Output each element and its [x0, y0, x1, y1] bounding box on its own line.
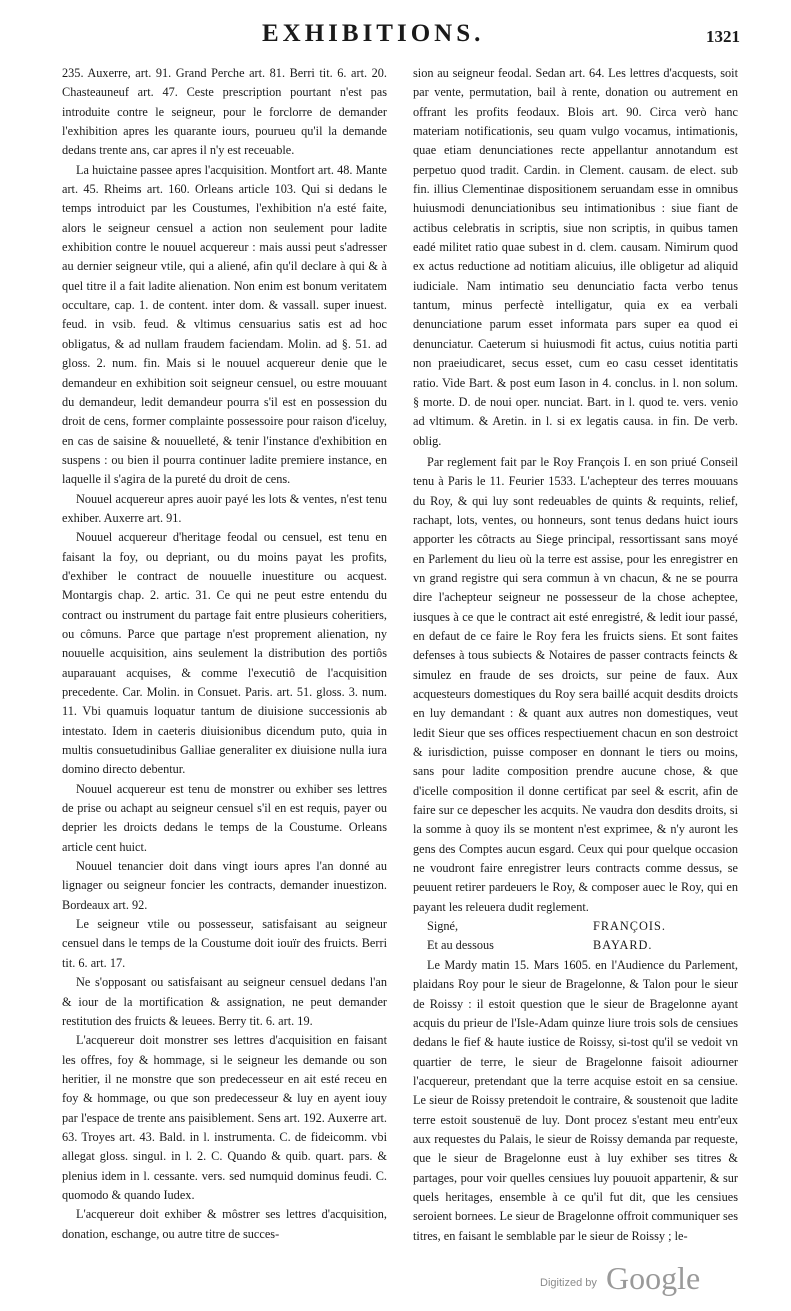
signature-line: [413, 917, 738, 936]
digitized-label: Digitized by: [540, 1277, 597, 1289]
countersignature-line: [413, 936, 738, 955]
signature-name: FRANÇOIS.: [593, 919, 666, 934]
running-head: [0, 12, 791, 56]
left-paragraph: L'acquereur doit exhiber & môstrer ses lettres d'acquisition, donation, eschange, ou autre titre de succes-: [62, 1207, 387, 1241]
left-paragraph: L'acquereur doit monstrer ses lettres d'acquisition en faisant les offres, foy & hommage, si le seigneur les demande ou son heritier, il ne monstre que son predecesseur en ait esté receu en foy & hommage, ou que son predecesseur & luy en ayent iouy par l'espace de trente ans paisiblement. Sens art. 192. Auxerre art. 63. Troyes art. 43. Bald. in l. instrumenta. C. de fideicomm. vbi allegat gloss. singul. in l. 2. C. Quando & quib. quart. pars. & plenius idem in l. cessante. vers. sed numquid dominus feudi. C. quomodo & quando Iudex.: [62, 1033, 387, 1202]
digitized-by-google-watermark: [534, 1262, 734, 1296]
left-column: [62, 64, 387, 1244]
signature-label: Signé,: [427, 919, 459, 934]
right-column: [413, 64, 738, 1246]
left-paragraph: Le seigneur vtile ou possesseur, satisfaisant au seigneur censuel dans le temps de la Coustume doit iouïr des fruicts. Berri tit. 6. art. 17.: [62, 917, 387, 970]
left-paragraph: Ne s'opposant ou satisfaisant au seigneur censuel dedans l'an & iour de la mortification & assignation, ne peut demander restitution des fruicts & leuees. Berry tit. 6. art. 19.: [62, 975, 387, 1028]
left-paragraph: 235. Auxerre, art. 91. Grand Perche art. 81. Berri tit. 6. art. 20. Chasteauneuf art. 47. Ceste prescription pourtant n'est pas introduite contre le seigneur, pour le forclorre de demander l'exhibition apres les quarante iours, pourueu qu'il la demande dedans trente ans, car apres il n'y est receuable.: [62, 66, 387, 158]
left-paragraph: Nouuel tenancier doit dans vingt iours apres l'an donné au lignager ou seigneur foncier les contracts, demander inuestizon. Bordeaux art. 92.: [62, 859, 387, 912]
royal-regulation-paragraph: Par reglement fait par le Roy François I. en son priué Conseil tenu à Paris le 11. Feurier 1533. L'achepteur des terres mouuans du Roy, & qui luy sont redeuables de quints & requints, relief, rachapt, lots, ventes, ou honneurs, sont tenus dedans huict iours apporter les côtracts au Siege principal, ressortissant sans moyé en Parlement du lieu où la terre est assise, pour les enregistrer en vn grand registre qui sera commun à vn chacun, & ne se pourra dire l'achepteur seigneur ne possesseur de la chose acheptee, iusques à ce que le contract ait esté enregistré, & ledit iour passé, en defaut de ce faire le Roy fera les fruicts siens. Et sont faites defenses à tous subiects & Notaires de passer contracts feincts & simulez en fraude de ses droicts, sur peine de faux. Aux acquesteurs domestiques du Roy sera baillé acquit desdits droicts en luy demandant : & quant aux autres non domestiques, veut ledit Sieur que ses offices respectiuement chacun en son destroict & iurisdiction, puisse composer en donnant le tiers ou moins, sans pour ladite composition prendre aucune chose, & que d'icelle composition il donne certificat par seel & escrit, afin de faire sur ce depescher les acquits. Ne vaudra don desdits droits, si la somme à quoy ils se montent n'est exprimee, & n'y auront les gens des Comptes aucun esgard. Ceux qui pour quelque occasion ne voudront faire enregistrer leurs contracts comme dessus, se peuuent retirer pardeuers le Roy, & composer auec le Roy, qui en payant les releuera dudit reglement.: [413, 454, 738, 914]
page-number: 1321: [706, 27, 740, 46]
google-logo: Google: [606, 1260, 701, 1296]
running-title: EXHIBITIONS.: [262, 20, 485, 47]
left-paragraph: La huictaine passee apres l'acquisition. Montfort art. 48. Mante art. 45. Rheims art. 160. Orleans article 103. Qui si dedans le temps introduict par les Coustumes, l'exhibition n'a esté faite, alors le seigneur censuel a action non seulement pour ladite exhibition contre le nouuel acquereur : mais aussi peut s'adresser au dernier seigneur vtile, qui a aliené, afin qu'il declare à qui & à quel titre il a fait ladite alienation. Non enim est bonum veritatem occultare, cap. 1. de content. inter dom. & vassall. super inuest. feud. in vsib. feud. & vltimus censuarius satis est ad hoc obligatus, & ad nullam fraudem faciendam. Molin. ad §. 51. ad gloss. 2. num. fin. Mais si le nouuel acquereur denie que le demandeur en exhibition soit seigneur censuel, ou estre mouuant du demandeur, ledit demandeur pourra s'il est en possession du droit de cens, former complainte possessoire pour raison d'iceluy, en cas de saisine & nouuelleté, & tenir l'instance d'exhibition en suspens : ou bien il pourra continuer ladite premiere instance, en laquelle il s'agira de la pureté du droit de cens.: [62, 162, 387, 487]
left-paragraph: Nouuel acquereur d'heritage feodal ou censuel, est tenu en faisant la foy, ou depriant, ou du moins payat les profits, d'exhiber le contract de nouuelle inuestiture ou acquest. Montargis chap. 2. artic. 31. Ce qui ne peut estre entendu du contract ou instrument du partage fait entre plusieurs coheritiers, ou cômuns. Parce que partage n'est proprement alienation, ny nouuelle acquisition, ains seulement la distribution des portiôs auparauant acquises, & comme l'executiô de l'acquisition precedente. Car. Molin. in Consuet. Paris. art. 51. gloss. 3. num. 11. Vbi quamuis loquatur tantum de diuisione successionis ab intestato. Idem in caeteris diuisionibus dicendum puto, quia in multis consuetudinibus Galliae generaliter ex diuisione nulla iura domino directo debentur.: [62, 530, 387, 777]
left-paragraph: Nouuel acquereur apres auoir payé les lots & ventes, n'est tenu exhiber. Auxerre art. 91.: [62, 491, 387, 525]
court-case-paragraph: Le Mardy matin 15. Mars 1605. en l'Audience du Parlement, plaidans Roy pour le sieur de Bragelonne, & Talon pour le sieur de Roissy : il estoit question que le sieur de Bragelonne ayant acquis du prieur de l'Isle-Adam quinze liure trois sols de censiues dedans le fief & haute iustice de Roissy, si-tost qu'il se vedoit vn quartier de terre, le sieur de Bragelonne faisoit adiourner l'acquereur, pretendant que la terre acquise estoit en sa censiue. Le sieur de Roissy pretendoit le contraire, & soustenoit que ladite terre estoit soustenuë de luy. Dont procez s'estant meu entr'eux aux requestes du Palais, le sieur de Roissy demanda par requeste, que le sieur de Bragelonne eust à luy exhiber ses titres & partages, pour voir quelles censiues luy pouuoit appartenir, & sur quels heritages, ensemble à ce qu'il fut dit, que les censiues seroient bornees. Le sieur de Bragelonne offroit communiquer ses titres, en faisant le semblable par le sieur de Roissy ; le-: [413, 957, 738, 1243]
right-paragraph: sion au seigneur feodal. Sedan art. 64. Les lettres d'acquests, soit par vente, permutation, bail à rente, donation ou autrement en offrant les profits feodaux. Blois art. 90. Circa verò hanc materiam notificationis, seu quam vulgo vocamus, intimationis, quae etiam denunciationes recte appellantur annotandum est perpetuo quod tradit. Cardin. in Clement. causam. de elect. sub fin. illius Clementinae dispositionem seruandam esse in omnibus huiusmodi denunciationibus seu intimationibus : siue fiant de actibus celebratis in scriptis, siue non scriptis, in quibus tamen eadé militet ratio quae subest in d. clem. causam. Nimirum quod ex actus reductione ad notitiam alicuius, ille obligetur ad aliquid iudiciale. Nam intimatio seu denunciatio facta verbo tenus tantum, minus perfectè intelligatur, quia ex ea verbali denunciatione parum esset informata pars super ea quod ei denunciatur. Caeterum si huiusmodi fit actus, cuius notitia parti non praeiudicaret, secus esset, cum eo casu cesset identitatis ratio. Vide Bart. & post eum Iason in 4. conclus. in l. non solum. § morte. D. de noui oper. nunciat. Bart. in l. quod te. vers. venio ad vltimum. & Aretin. in l. si ex legatis causa. in fin. De verb. oblig.: [413, 66, 738, 448]
countersignature-label: Et au dessous: [427, 938, 494, 953]
countersignature-name: BAYARD.: [593, 938, 653, 953]
left-paragraph: Nouuel acquereur est tenu de monstrer ou exhiber ses lettres de prise ou achapt au seigneur censuel s'il en est requis, payer ou deprier les droicts dedans le temps de la Coustume. Orleans article cent huict.: [62, 781, 387, 854]
